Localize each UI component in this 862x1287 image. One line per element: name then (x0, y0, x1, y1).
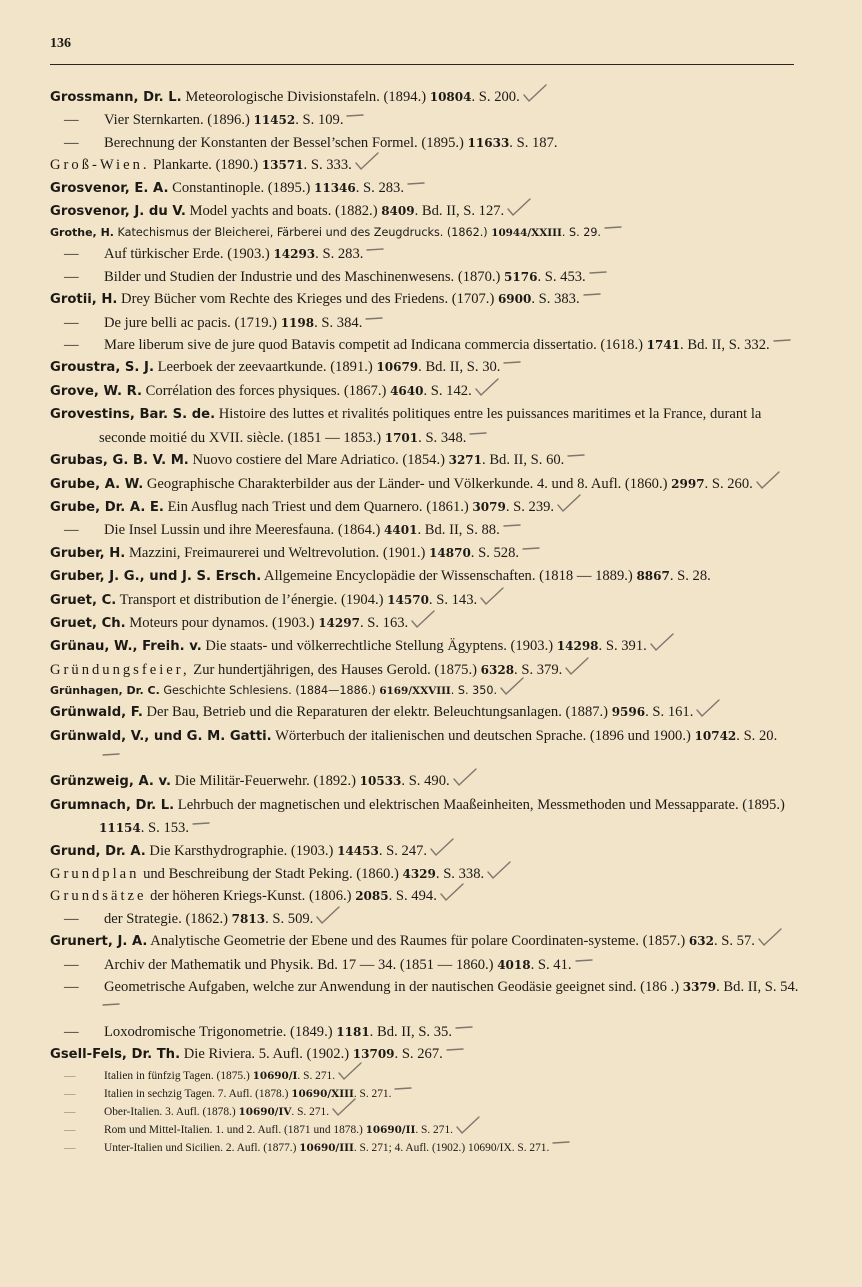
entry-location: . S. 163. (359, 614, 409, 631)
entry-title: Bilder und Studien der Industrie und des Maschinenwesens. (1870.) (104, 268, 505, 285)
entry-author: Grunert, J. A. (50, 934, 148, 950)
catalog-entry (50, 473, 800, 496)
entry-title: Allgemeine Encyclopädie der Wissenschaften. (1818 — 1889.) (261, 568, 637, 585)
entry-title: Vier Sternkarten. (1896.) (104, 112, 254, 129)
entry-location: . S. 28. (669, 568, 711, 585)
entry-location: . S. 379. (514, 661, 563, 678)
catalog-entry (50, 908, 800, 930)
entry-title: Der Bau, Betrieb und die Reparaturen der elektr. Beleuchtungsanlagen. (1887.) (142, 704, 612, 721)
catalog-entry (50, 863, 800, 885)
entry-title: Wörterbuch der italienischen und deutschen Sprache. (1896 und 1900.) (271, 727, 695, 744)
entry-catalog-number: 10690/IV (238, 1105, 292, 1118)
entry-author: Grünzweig, A. v. (50, 774, 172, 790)
entry-author: Gruber, H. (50, 545, 126, 561)
entry-title: Italien in fünfzig Tagen. (1875.) (104, 1069, 253, 1082)
entry-title: Archiv der Mathematik und Physik. Bd. 17 — 34. (1851 — 1860.) (104, 956, 498, 973)
pencil-check-mark-icon (337, 1067, 363, 1079)
entry-catalog-number: 10690/I (252, 1069, 298, 1082)
entry-title: Moteurs pour dynamos. (1903.) (125, 614, 319, 631)
pencil-dash-mark-icon (468, 430, 494, 442)
entry-title: und Beschreibung der Stadt Peking. (1860.) (139, 866, 403, 882)
pencil-check-mark-icon (439, 888, 465, 900)
entry-catalog-number: 10690/II (365, 1123, 416, 1136)
catalog-entry (50, 954, 800, 976)
entry-location: . S. 509. (265, 910, 314, 927)
entry-title: Berechnung der Konstanten der Bessel’schen Formel. (1895.) (104, 134, 468, 151)
pencil-check-mark-icon (506, 203, 532, 215)
entry-location: . Bd. II, S. 35. (369, 1023, 452, 1040)
entry-catalog-number: 10944/XXIII (491, 227, 562, 240)
catalog-entry (50, 1021, 800, 1043)
catalog-entry (50, 1139, 800, 1157)
pencil-check-mark-icon (695, 704, 721, 716)
entry-location: . S. 153. (140, 820, 189, 837)
catalog-entry (50, 840, 800, 863)
pencil-check-mark-icon (564, 662, 590, 674)
page-number: 136 (50, 36, 71, 51)
entry-author: Grosvenor, J. du V. (50, 204, 186, 220)
entry-catalog-number: 10690/III (299, 1141, 354, 1154)
entry-catalog-number: 8409 (381, 204, 415, 219)
entry-location: . S. 247. (378, 842, 428, 859)
entry-location: . S. 333. (303, 157, 352, 174)
ditto-dash: — (64, 268, 79, 285)
pencil-dash-mark-icon (603, 224, 629, 236)
entry-author: Grube, Dr. A. E. (50, 499, 164, 515)
pencil-check-mark-icon (354, 157, 380, 169)
pencil-dash-mark-icon (588, 269, 614, 281)
entry-title: Mazzini, Freimaurerei und Weltrevolution. (1901.) (125, 544, 430, 561)
entry-location: . S. 200. (471, 89, 520, 105)
entry-title: Transport et distribution de l’énergie. (1904.) (116, 591, 388, 608)
entry-catalog-number: 11346 (314, 180, 356, 195)
entry-title: Lehrbuch der magnetischen und elektrischen Maaßeinheiten, Messmethoden und Messapparate. (1895.) (174, 796, 785, 813)
ditto-dash: — (64, 1123, 76, 1136)
catalog-entry (50, 635, 800, 658)
pencil-check-mark-icon (755, 476, 781, 488)
entry-catalog-number: 9596 (611, 705, 646, 720)
entry-location: . Bd. II, S. 88. (417, 522, 500, 539)
entry-location: . Bd. II, S. 127. (414, 203, 505, 220)
catalog-entries (50, 86, 800, 1157)
entry-title: Constantinople. (1895.) (168, 179, 314, 196)
entry-title: Histoire des luttes et rivalités politiques entre les puissances maritimes et la France, durant la seconde moitié du XVII. siècle. (1851 — 1853.) (99, 406, 762, 446)
entry-author: Grünwald, V., und G. M. Gatti. (50, 728, 272, 744)
pencil-dash-mark-icon (772, 337, 798, 349)
catalog-entry (50, 177, 800, 200)
pencil-check-mark-icon (331, 1103, 357, 1115)
entry-author: Grove, W. R. (50, 383, 143, 399)
pencil-check-mark-icon (429, 843, 455, 855)
entry-author: Grünwald, F. (50, 705, 143, 721)
entry-catalog-number: 7813 (231, 911, 266, 926)
entry-title: Plankarte. (1890.) (149, 157, 262, 174)
entry-location: . Bd. II, S. 30. (418, 359, 501, 376)
ditto-dash: — (64, 956, 79, 973)
pencil-dash-mark-icon (502, 522, 528, 534)
entry-catalog-number: 3379 (682, 980, 717, 995)
entry-location: . S. 490. (401, 773, 450, 790)
entry-location: . S. 267. (394, 1046, 443, 1063)
ditto-dash: — (64, 979, 79, 996)
entry-catalog-number: 6900 (497, 292, 532, 307)
entry-catalog-number: 14293 (273, 247, 316, 262)
header-rule (50, 64, 794, 65)
entry-location: . S. 271. (297, 1069, 336, 1082)
pencil-check-mark-icon (474, 383, 500, 395)
entry-catalog-number: 6328 (480, 662, 515, 677)
entry-title: Rom und Mittel-Italien. 1. und 2. Aufl. (1871 und 1878.) (104, 1123, 366, 1136)
entry-location: . Bd. II, S. 60. (482, 452, 565, 469)
catalog-entry (50, 612, 800, 635)
catalog-entry (50, 380, 800, 403)
entry-catalog-number: 1181 (336, 1024, 370, 1039)
entry-catalog-number: 14870 (429, 545, 471, 560)
entry-title: Leerboek der zeevaartkunde. (1891.) (153, 359, 377, 376)
catalog-entry (50, 334, 800, 356)
ditto-dash: — (64, 112, 79, 129)
entry-catalog-number: 4018 (497, 957, 531, 972)
ditto-dash: — (64, 522, 79, 539)
entry-location: . S. 143. (428, 591, 478, 608)
ditto-dash: — (64, 134, 79, 151)
catalog-entry (50, 356, 800, 379)
entry-author: Grubas, G. B. V. M. (50, 453, 189, 469)
entry-catalog-number: 13709 (352, 1047, 395, 1062)
entry-title: Mare liberum sive de jure quod Batavis competit ad Indicana commercia dissertatio. (1618.) (104, 337, 647, 354)
entry-title: Meteorologische Divisionstafeln. (1894.) (181, 89, 430, 105)
pencil-check-mark-icon (499, 682, 525, 694)
entry-catalog-number: 14298 (556, 639, 599, 654)
entry-location: . S. 348. (418, 429, 467, 446)
entry-title: De jure belli ac pacis. (1719.) (104, 314, 281, 331)
entry-author: Grundsätze (50, 888, 147, 905)
entry-author: Gruber, J. G., und J. S. Ersch. (50, 569, 262, 585)
catalog-entry (50, 659, 800, 681)
entry-catalog-number: 10533 (359, 774, 402, 789)
ditto-dash: — (64, 910, 79, 927)
entry-location: . S. 494. (388, 888, 437, 905)
entry-author: Grossmann, Dr. L. (50, 90, 182, 105)
entry-location: . S. 260. (704, 475, 753, 492)
pencil-dash-mark-icon (191, 820, 217, 832)
entry-catalog-number: 14570 (387, 592, 429, 607)
pencil-dash-mark-icon (393, 1085, 419, 1097)
pencil-dash-mark-icon (365, 246, 391, 258)
entry-location: . S. 271; 4. Aufl. (1902.) 10690/IX. S. 271. (353, 1141, 550, 1154)
entry-author: Gruet, Ch. (50, 615, 126, 631)
entry-title: Italien in sechzig Tagen. 7. Aufl. (1878.) (104, 1087, 292, 1100)
entry-location: . S. 383. (531, 291, 580, 308)
catalog-entry (50, 288, 800, 311)
ditto-dash: — (64, 1141, 76, 1154)
catalog-entry (50, 266, 800, 288)
entry-author: Grosvenor, E. A. (50, 180, 169, 196)
pencil-check-mark-icon (315, 911, 341, 923)
entry-author: Grund, Dr. A. (50, 843, 146, 859)
entry-location: . Bd. II, S. 332. (680, 337, 770, 354)
catalog-entry (50, 681, 800, 701)
catalog-entry (50, 794, 800, 840)
entry-author: Grothe, H. (50, 226, 114, 240)
entry-location: . S. 350. (450, 684, 498, 698)
entry-location: . S. 57. (713, 933, 755, 950)
catalog-entry (50, 200, 800, 223)
catalog-entry (50, 243, 800, 265)
entry-title: der höheren Kriegs-Kunst. (1806.) (146, 888, 356, 905)
catalog-entry (50, 1121, 800, 1139)
catalog-entry (50, 132, 800, 154)
entry-title: Die Riviera. 5. Aufl. (1902.) (180, 1046, 353, 1063)
catalog-entry (50, 725, 800, 771)
entry-catalog-number: 13571 (261, 158, 304, 173)
entry-title: Geschichte Schlesiens. (1884—1886.) (159, 684, 380, 698)
entry-catalog-number: 4329 (402, 867, 436, 881)
ditto-dash: — (64, 314, 79, 331)
catalog-entry (50, 1067, 800, 1085)
entry-author: Grotii, H. (50, 292, 118, 308)
entry-catalog-number: 14297 (318, 615, 360, 630)
entry-author: Grünau, W., Freih. v. (50, 639, 202, 655)
entry-location: . S. 271. (353, 1087, 392, 1100)
entry-author: Grumnach, Dr. L. (50, 797, 175, 813)
entry-title: Geographische Charakterbilder aus der Länder- und Völkerkunde. 4. und 8. Aufl. (1860.) (143, 475, 672, 492)
catalog-entry (50, 449, 800, 472)
entry-title: Nuovo costiere del Mare Adriatico. (1854.) (188, 452, 449, 469)
entry-catalog-number: 2997 (671, 476, 705, 491)
ditto-dash: — (64, 1105, 76, 1118)
catalog-entry (50, 223, 800, 243)
catalog-entry (50, 930, 800, 953)
entry-catalog-number: 1198 (280, 315, 315, 330)
pencil-dash-mark-icon (406, 180, 432, 192)
catalog-entry (50, 109, 800, 131)
catalog-entry (50, 565, 800, 588)
entry-title: Die staats- und völkerrechtliche Stellung Ägyptens. (1903.) (201, 638, 557, 655)
entry-catalog-number: 4640 (390, 383, 424, 398)
entry-location: . S. 142. (423, 382, 472, 399)
entry-catalog-number: 10742 (694, 728, 737, 743)
entry-location: . S. 338. (435, 866, 485, 882)
entry-location: . S. 283. (315, 246, 364, 263)
entry-author: Grube, A. W. (50, 476, 144, 492)
ditto-dash: — (64, 337, 79, 354)
entry-catalog-number: 10679 (376, 360, 419, 375)
pencil-check-mark-icon (410, 615, 436, 627)
entry-catalog-number: 11154 (99, 821, 141, 836)
entry-title: Loxodromische Trigonometrie. (1849.) (104, 1023, 337, 1040)
entry-title: Geometrische Aufgaben, welche zur Anwendung in der nautischen Geodäsie geeignet sind. (186 .) (104, 979, 683, 996)
entry-catalog-number: 10804 (429, 90, 472, 104)
entry-location: . S. 239. (505, 498, 555, 515)
entry-title: Model yachts and boats. (1882.) (185, 203, 382, 220)
entry-catalog-number: 5176 (504, 269, 538, 284)
entry-catalog-number: 10690/XIII (291, 1087, 354, 1100)
entry-location: . S. 391. (598, 638, 647, 655)
entry-location: . S. 161. (645, 704, 694, 721)
entry-title: Zur hundertjährigen, des Hauses Gerold. (1875.) (189, 661, 481, 678)
catalog-entry (50, 976, 800, 1021)
entry-title: Katechismus der Bleicherei, Färberei und des Zeugdrucks. (1862.) (113, 226, 492, 240)
entry-title: Corrélation des forces physiques. (1867.) (142, 382, 391, 399)
entry-author: Grünhagen, Dr. C. (50, 684, 160, 698)
entry-author: Gruet, C. (50, 592, 117, 608)
pencil-dash-mark-icon (364, 315, 390, 327)
pencil-check-mark-icon (455, 1121, 481, 1133)
entry-location: . S. 29. (561, 226, 601, 240)
pencil-check-mark-icon (757, 933, 783, 945)
pencil-check-mark-icon (452, 773, 478, 785)
catalog-entry (50, 1085, 800, 1103)
catalog-entry (50, 770, 800, 793)
entry-location: . S. 271. (291, 1105, 330, 1118)
entry-title: Ein Ausflug nach Triest und dem Quarnero. (1861.) (163, 498, 473, 515)
entry-catalog-number: 11452 (253, 113, 296, 128)
pencil-check-mark-icon (522, 89, 548, 101)
entry-catalog-number: 11633 (467, 135, 510, 150)
catalog-entry (50, 1103, 800, 1121)
pencil-check-mark-icon (479, 592, 505, 604)
catalog-entry (50, 1043, 800, 1066)
entry-author: Groß-Wien. (50, 157, 150, 174)
ditto-dash: — (64, 1087, 76, 1100)
entry-title: Analytische Geometrie der Ebene und des Raumes für polare Coordinaten-systeme. (1857.) (147, 933, 689, 950)
entry-author: Grovestins, Bar. S. de. (50, 407, 216, 423)
catalog-entry (50, 86, 800, 109)
pencil-dash-mark-icon (551, 1139, 577, 1151)
entry-catalog-number: 1741 (646, 338, 681, 353)
catalog-entry (50, 312, 800, 334)
catalog-entry (50, 542, 800, 565)
entry-catalog-number: 14453 (337, 843, 379, 858)
entry-catalog-number: 3079 (472, 499, 506, 514)
entry-catalog-number: 3271 (448, 453, 483, 468)
entry-location: . S. 109. (295, 112, 344, 129)
pencil-dash-mark-icon (574, 957, 600, 969)
entry-title: Die Insel Lussin und ihre Meeresfauna. (1864.) (104, 522, 385, 539)
pencil-dash-mark-icon (521, 545, 547, 557)
entry-title: Unter-Italien und Sicilien. 2. Aufl. (1877.) (104, 1141, 300, 1154)
entry-catalog-number: 6169/XXVIII (379, 685, 451, 698)
entry-author: Groustra, S. J. (50, 360, 154, 376)
ditto-dash: — (64, 1069, 76, 1082)
entry-location: . S. 271. (415, 1123, 453, 1136)
pencil-dash-mark-icon (101, 751, 127, 763)
entry-title: der Strategie. (1862.) (104, 910, 232, 927)
pencil-dash-mark-icon (454, 1024, 480, 1036)
entry-catalog-number: 2085 (355, 889, 389, 904)
catalog-entry (50, 403, 800, 449)
entry-location: . S. 41. (530, 956, 572, 973)
entry-location: . S. 384. (314, 314, 363, 331)
pencil-check-mark-icon (556, 499, 582, 511)
pencil-dash-mark-icon (345, 112, 371, 124)
catalog-entry (50, 496, 800, 519)
entry-location: . S. 20. (736, 727, 778, 744)
catalog-entry (50, 519, 800, 541)
entry-location: . S. 283. (355, 179, 404, 196)
entry-catalog-number: 632 (688, 934, 714, 949)
entry-location: . S. 528. (470, 544, 520, 561)
entry-catalog-number: 4401 (384, 523, 418, 538)
entry-catalog-number: 1701 (384, 430, 419, 445)
pencil-check-mark-icon (486, 866, 512, 878)
entry-title: Auf türkischer Erde. (1903.) (104, 246, 274, 263)
entry-location: . S. 453. (537, 268, 586, 285)
entry-author: Gsell-Fels, Dr. Th. (50, 1047, 181, 1063)
entry-location: . S. 187. (509, 134, 558, 151)
entry-author: Gründungsfeier, (50, 661, 190, 678)
pencil-dash-mark-icon (445, 1046, 471, 1058)
pencil-dash-mark-icon (101, 1001, 127, 1013)
entry-title: Ober-Italien. 3. Aufl. (1878.) (104, 1105, 239, 1118)
entry-catalog-number: 8867 (636, 569, 670, 584)
pencil-check-mark-icon (649, 638, 675, 650)
pencil-dash-mark-icon (502, 359, 528, 371)
entry-location: . Bd. II, S. 54. (716, 979, 799, 996)
entry-author: Grundplan (50, 866, 140, 882)
catalog-entry (50, 701, 800, 724)
entry-title: Die Karsthydrographie. (1903.) (145, 842, 338, 859)
ditto-dash: — (64, 1023, 79, 1040)
pencil-dash-mark-icon (566, 452, 592, 464)
entry-title: Drey Bücher vom Rechte des Krieges und des Friedens. (1707.) (117, 291, 498, 308)
entry-title: Die Militär-Feuerwehr. (1892.) (171, 773, 360, 790)
ditto-dash: — (64, 246, 79, 263)
pencil-dash-mark-icon (582, 291, 608, 303)
catalog-entry (50, 885, 800, 907)
